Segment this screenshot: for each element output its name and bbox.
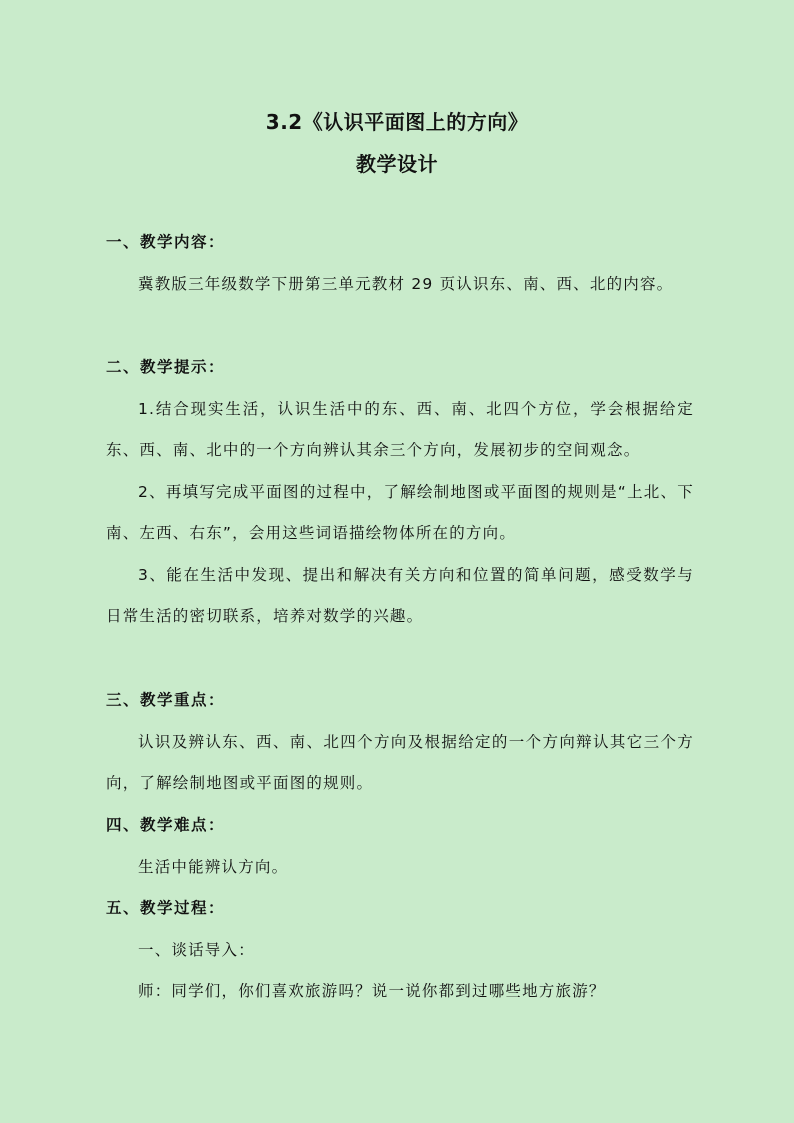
section-teaching-content: [106, 222, 694, 305]
section-paragraph: 3、能在生活中发现、提出和解决有关方向和位置的简单问题，感受数学与日常生活的密切联系，培养对数学的兴趣。: [106, 565, 694, 625]
section-paragraph: 一、谈话导入：: [138, 940, 255, 959]
section-heading: 一、教学内容：: [106, 233, 226, 251]
section-paragraph: 2、再填写完成平面图的过程中，了解绘制地图或平面图的规则是“上北、下南、左西、右东”，会用这些词语描绘物体所在的方向。: [106, 482, 694, 542]
section-heading: 二、教学提示：: [106, 358, 226, 376]
document-subtitle: 教学设计: [356, 152, 438, 176]
section-paragraph: 1.结合现实生活，认识生活中的东、西、南、北四个方位，学会根据给定东、西、南、北中的一个方向辨认其余三个方向，发展初步的空间观念。: [106, 399, 694, 459]
section-paragraph: 生活中能辨认方向。: [138, 857, 289, 876]
section-key-points: [106, 680, 694, 805]
section-heading: 五、教学过程：: [106, 899, 226, 917]
section-heading: 四、教学难点：: [106, 816, 226, 834]
section-paragraph: 师：同学们，你们喜欢旅游吗？说一说你都到过哪些地方旅游？: [138, 982, 606, 1000]
section-difficulties: [106, 805, 694, 888]
section-paragraph: 认识及辨认东、西、南、北四个方向及根据给定的一个方向辩认其它三个方向，了解绘制地图或平面图的规则。: [106, 732, 694, 792]
section-teaching-process: [106, 888, 694, 1013]
section-paragraph: 冀教版三年级数学下册第三单元教材 29 页认识东、南、西、北的内容。: [138, 274, 674, 293]
section-heading: 三、教学重点：: [106, 691, 226, 709]
document-title: 3.2《认识平面图上的方向》: [265, 110, 529, 134]
section-teaching-tips: [106, 347, 694, 638]
